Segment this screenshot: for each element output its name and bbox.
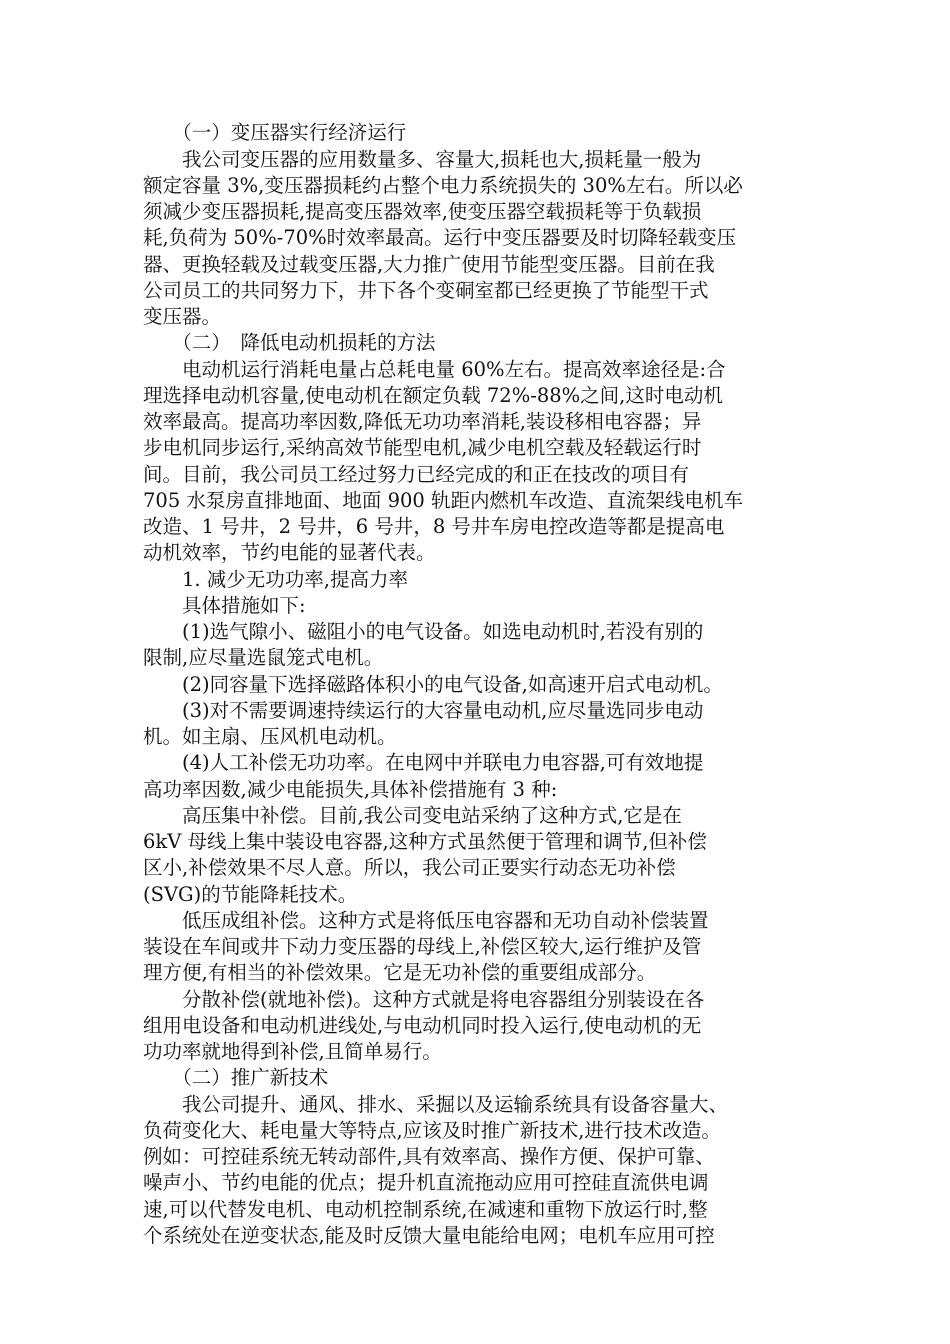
text-line: 个系统处在逆变状态,能及时反馈大量电能给电网；电机车应用可控 bbox=[143, 1224, 715, 1247]
text-line: 电动机运行消耗电量占总耗电量 60%左右。提高效率途径是:合 bbox=[143, 358, 726, 381]
text-line: (SVG)的节能降耗技术。 bbox=[143, 883, 358, 906]
text-line: 器、更换轻载及过载变压器,大力推广使用节能型变压器。目前在我 bbox=[143, 253, 715, 276]
text-line: （二）推广新技术 bbox=[143, 1066, 329, 1089]
text-line: 改造、1 号井，2 号井，6 号井，8 号井车房电控改造等都是提高电 bbox=[143, 515, 725, 538]
text-line: 高功率因数,减少电能损失,具体补偿措施有 3 种: bbox=[143, 778, 558, 801]
text-line: 低压成组补偿。这种方式是将低压电容器和无功自动补偿装置 bbox=[143, 909, 709, 932]
text-line: 6kV 母线上集中装设电容器,这种方式虽然便于管理和调节,但补偿 bbox=[143, 830, 707, 853]
text-line: 区小,补偿效果不尽人意。所以，我公司正要实行动态无功补偿 bbox=[143, 856, 676, 879]
text-line: (1)选气隙小、磁阻小的电气设备。如选电动机时,若没有别的 bbox=[143, 620, 704, 643]
text-line: (3)对不需要调速持续运行的大容量电动机,应尽量选同步电动 bbox=[143, 699, 704, 722]
text-line: 限制,应尽量选鼠笼式电机。 bbox=[143, 646, 384, 669]
text-line: 效率最高。提高功率因数,降低无功功率消耗,装设移相电容器；异 bbox=[143, 410, 702, 433]
text-line: 公司员工的共同努力下，井下各个变硐室都已经更换了节能型干式 bbox=[143, 279, 709, 302]
text-line: 理选择电动机容量,使电动机在额定负载 72%-88%之间,这时电动机 bbox=[143, 384, 723, 407]
text-line: 理方便,有相当的补偿效果。它是无功补偿的重要组成部分。 bbox=[143, 961, 657, 984]
text-line: 我公司提升、通风、排水、采掘以及运输系统具有设备容量大、 bbox=[143, 1093, 729, 1116]
text-line: 高压集中补偿。目前,我公司变电站采纳了这种方式,它是在 bbox=[143, 804, 682, 827]
text-line: 动机效率，节约电能的显著代表。 bbox=[143, 541, 436, 564]
text-line: 变压器。 bbox=[143, 305, 222, 328]
text-line: 噪声小、节约电能的优点；提升机直流拖动应用可控硅直流供电调 bbox=[143, 1171, 709, 1194]
text-line: 额定容量 3%,变压器损耗约占整个电力系统损失的 30%左右。所以必 bbox=[143, 174, 743, 197]
text-line: 功功率就地得到补偿,且简单易行。 bbox=[143, 1040, 442, 1063]
text-line: 具体措施如下: bbox=[143, 594, 306, 617]
text-line: 分散补偿(就地补偿)。这种方式就是将电容器组分别装设在各 bbox=[143, 988, 705, 1011]
text-line: (4)人工补偿无功功率。在电网中并联电力电容器,可有效地提 bbox=[143, 751, 704, 774]
text-line: 速,可以代替发电机、电动机控制系统,在减速和重物下放运行时,整 bbox=[143, 1198, 708, 1221]
text-line: 机。如主扇、压风机电动机。 bbox=[143, 725, 397, 748]
text-line: 耗,负荷为 50%-70%时效率最高。运行中变压器要及时切降轻载变压 bbox=[143, 226, 737, 249]
text-line: 须减少变压器损耗,提高变压器效率,使变压器空载损耗等于负载损 bbox=[143, 200, 702, 223]
text-line: 负荷变化大、耗电量大等特点,应该及时推广新技术,进行技术改造。 bbox=[143, 1119, 721, 1142]
text-line: 例如：可控硅系统无转动部件,具有效率高、操作方便、保护可靠、 bbox=[143, 1145, 715, 1168]
text-line: 组用电设备和电动机进线处,与电动机同时投入运行,使电动机的无 bbox=[143, 1014, 702, 1037]
text-line: (2)同容量下选择磁路体积小的电气设备,如高速开启式电动机。 bbox=[143, 673, 723, 696]
text-line: （一）变压器实行经济运行 bbox=[143, 121, 407, 144]
text-line: 装设在车间或井下动力变压器的母线上,补偿区较大,运行维护及管 bbox=[143, 935, 702, 958]
text-line: 1. 减少无功功率,提高力率 bbox=[143, 568, 409, 591]
text-line: 间。目前，我公司员工经过努力已经完成的和正在技改的项目有 bbox=[143, 463, 690, 486]
text-line: （二） 降低电动机损耗的方法 bbox=[143, 331, 436, 354]
text-line: 步电机同步运行,采纳高效节能型电机,减少电机空载及轻载运行时 bbox=[143, 436, 702, 459]
text-line: 705 水泵房直排地面、地面 900 轨距内燃机车改造、直流架线电机车 bbox=[143, 489, 744, 512]
text-line: 我公司变压器的应用数量多、容量大,损耗也大,损耗量一般为 bbox=[143, 148, 702, 171]
